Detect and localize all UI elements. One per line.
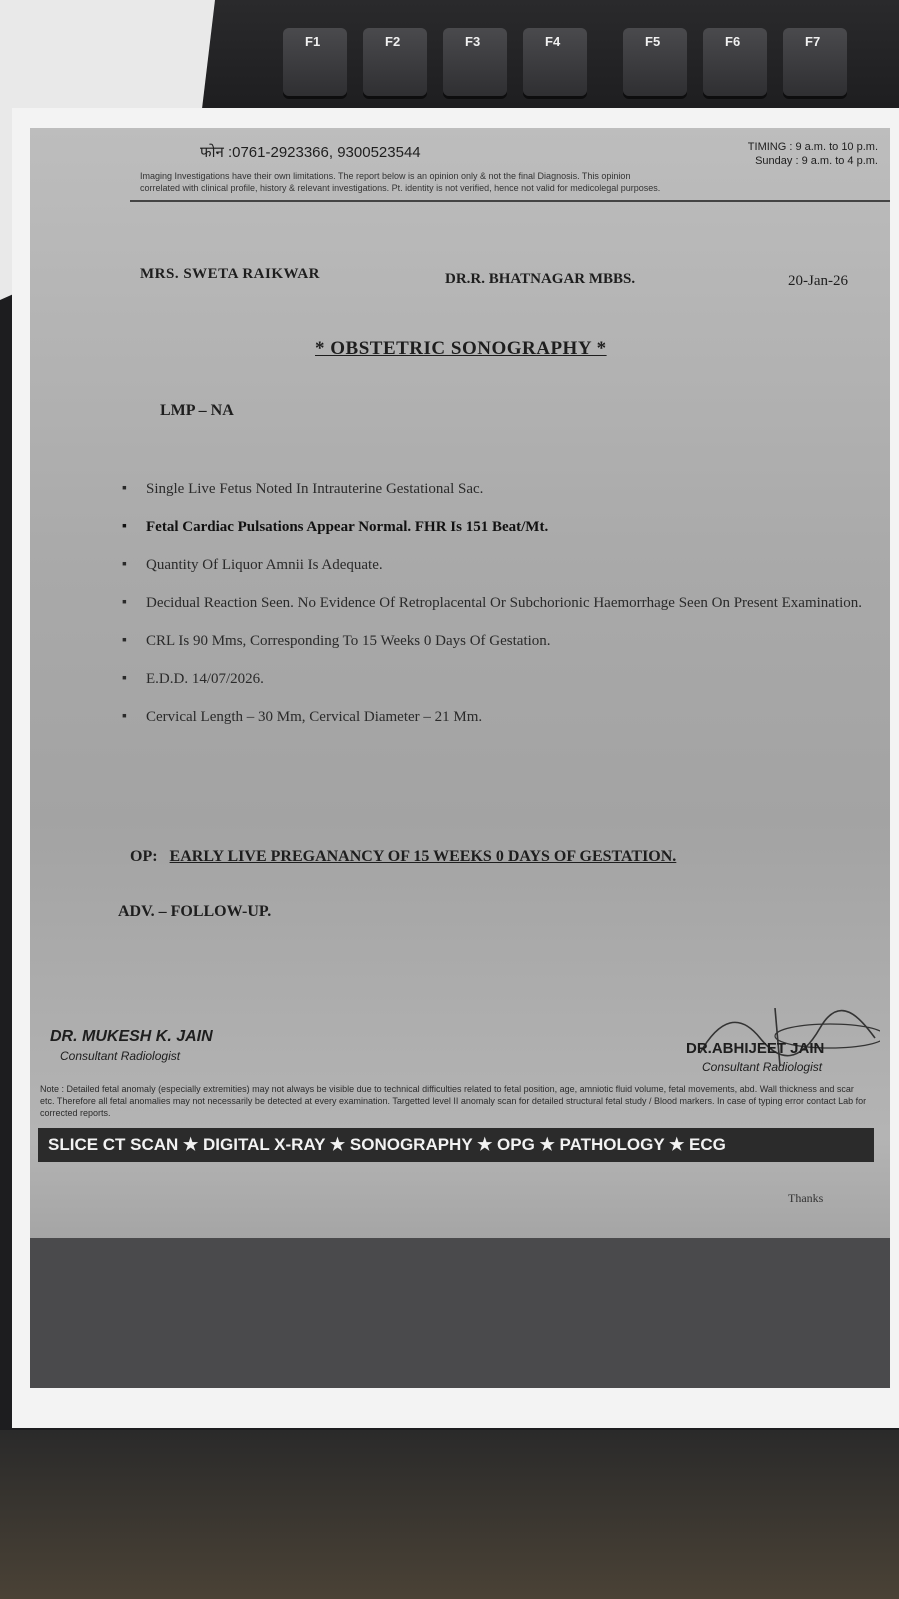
advice-line: ADV. – FOLLOW-UP. — [118, 903, 272, 920]
clinic-timing — [748, 140, 878, 168]
right-radiologist-name: DR.ABHIJEET JAIN — [686, 1040, 825, 1057]
header-divider — [130, 200, 890, 202]
timing-weekday: TIMING : 9 a.m. to 10 p.m. — [747, 141, 878, 153]
report-date: 20-Jan-26 — [788, 273, 848, 289]
clinic-phone: फोन :0761-2923366, 9300523544 — [200, 144, 421, 161]
floor-background — [0, 1430, 899, 1599]
findings-list — [120, 478, 880, 744]
finding-item: ▪ CRL Is 90 Mms, Corresponding To 15 Weeks 0 Days Of Gestation. — [120, 630, 880, 652]
finding-item: ▪ Decidual Reaction Seen. No Evidence Of Retroplacental Or Subchorionic Haemorrhage Seen On Present Examination. — [120, 592, 880, 614]
patient-name: MRS. SWETA RAIKWAR — [140, 266, 320, 282]
key-f5 — [623, 28, 687, 96]
key-f1 — [283, 28, 347, 96]
timing-sunday: Sunday : 9 a.m. to 4 p.m. — [755, 155, 878, 167]
finding-item: ▪ E.D.D. 14/07/2026. — [120, 668, 880, 690]
key-label: F7 — [805, 34, 821, 49]
key-f7 — [783, 28, 847, 96]
finding-item: ▪ Cervical Length – 30 Mm, Cervical Diameter – 21 Mm. — [120, 706, 880, 728]
opinion-line — [130, 848, 676, 866]
key-label: F1 — [305, 34, 321, 49]
report-scan — [30, 128, 890, 1388]
key-label: F3 — [465, 34, 481, 49]
key-label: F5 — [645, 34, 661, 49]
footer-disclaimer: Note : Detailed fetal anomaly (especially extremities) may not always be visible due to technical difficulties related to fetal position, age, amniotic fluid volume, fetal movements, abd. Wall thickness and scar etc. Therefore all fetal anomalies may not necessarily be detected at every examination. Targetted level II anomaly scan for detailed structural fetal study / Blood markers. In case of typing error contact Lab for corrected reports. — [40, 1084, 867, 1118]
lmp-line: LMP – NA — [160, 402, 234, 419]
opinion-label: OP: — [130, 848, 158, 865]
finding-item: ▪ Single Live Fetus Noted In Intrauterine Gestational Sac. — [120, 478, 880, 500]
referring-doctor: DR.R. BHATNAGAR MBBS. — [445, 271, 636, 287]
scan-dark-band — [30, 1238, 890, 1388]
finding-item: ▪ Quantity Of Liquor Amnii Is Adequate. — [120, 554, 880, 576]
report-paper — [12, 108, 899, 1428]
thanks-text: Thanks — [788, 1191, 824, 1205]
disclaimer-line: Imaging Investigations have their own limitations. The report below is an opinion only & not the final Diagnosis. This opinion — [140, 171, 631, 181]
key-label: F2 — [385, 34, 401, 49]
finding-item: ▪ Fetal Cardiac Pulsations Appear Normal. FHR Is 151 Beat/Mt. — [120, 516, 880, 538]
left-radiologist-name: DR. MUKESH K. JAIN — [50, 1028, 213, 1045]
handwritten-signature — [680, 1008, 880, 1068]
disclaimer-line: correlated with clinical profile, history & relevant investigations. Pt. identity is not verified, hence not valid for medicolegal purposes. — [140, 183, 661, 193]
report-title: * OBSTETRIC SONOGRAPHY * — [315, 338, 607, 359]
key-f4 — [523, 28, 587, 96]
left-radiologist-title: Consultant Radiologist — [60, 1049, 181, 1063]
key-f2 — [363, 28, 427, 96]
services-banner: SLICE CT SCAN ★ DIGITAL X-RAY ★ SONOGRAPHY ★ OPG ★ PATHOLOGY ★ ECG — [38, 1128, 874, 1162]
header-disclaimer — [140, 170, 660, 194]
key-f6 — [703, 28, 767, 96]
key-label: F6 — [725, 34, 741, 49]
key-f3 — [443, 28, 507, 96]
right-radiologist-title: Consultant Radiologist — [702, 1060, 823, 1074]
key-label: F4 — [545, 34, 561, 49]
opinion-value: EARLY LIVE PREGANANCY OF 15 WEEKS 0 DAYS OF GESTATION. — [169, 848, 677, 865]
